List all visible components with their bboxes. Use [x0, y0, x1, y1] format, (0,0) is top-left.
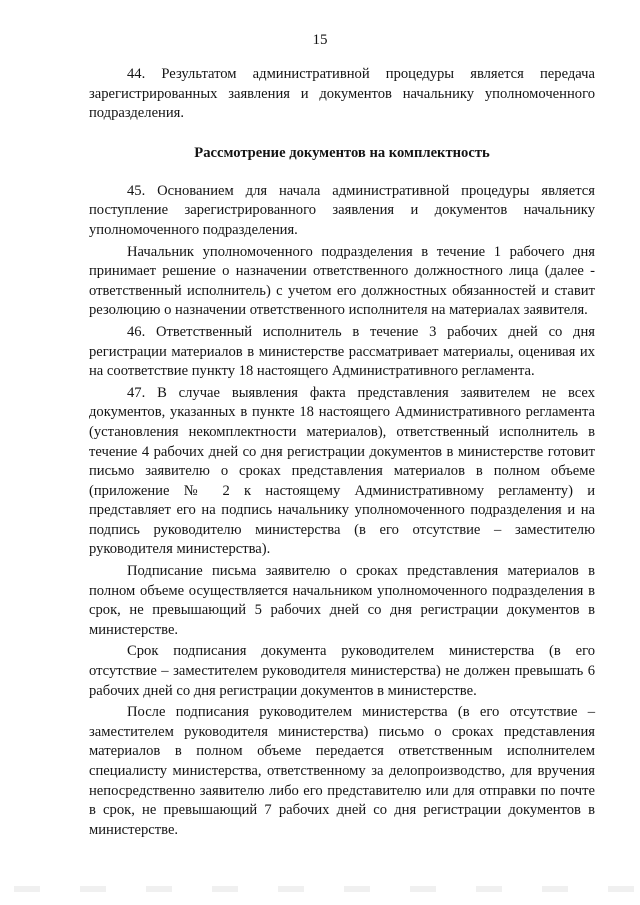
paragraph-47-deadline: Срок подписания документа руководителем министерства (в его отсутствие – заместителем руководителя министерства) не должен превышать 6 рабочих дней со дня регистрации документов в министерстве.	[89, 643, 595, 699]
paragraph-45-continued: Начальник уполномоченного подразделения в течение 1 рабочего дня принимает решение о назначении ответственного должностного лица (далее - ответственный исполнитель) с учетом его должностных обязанностей и ставит резолюцию о назначении ответственного исполнителя на материалах заявителя.	[89, 243, 595, 319]
page-number: 15	[312, 32, 328, 48]
paragraph-46: 46. Ответственный исполнитель в течение 3 рабочих дней со дня регистрации материалов в министерстве рассматривает материалы, оценивая их на соответствие пункту 18 настоящего Административного регламента.	[89, 323, 595, 380]
paragraph-47-delivery: После подписания руководителем министерства (в его отсутствие – заместителем руководителя министерства) письмо о сроках представления материалов в полном объеме передается ответственным исполнителем специалисту министерства, ответственному за делопроизводство, для вручения непосредственно заявителю либо его представителю или для отправки по почте в срок, не превышающий 7 рабочих дней со дня регистрации документов в министерстве.	[89, 704, 595, 838]
paragraph-45: 45. Основанием для начала административной процедуры является поступление зарегистрированного заявления и документов начальнику уполномоченного подразделения.	[89, 182, 595, 238]
document-body	[89, 65, 595, 840]
paragraph-47-signing: Подписание письма заявителю о сроках представления материалов в полном объеме осуществляется начальником уполномоченного подразделения в срок, не превышающий 5 рабочих дней со дня регистрации документов в министерстве.	[89, 563, 595, 638]
scan-edge-artifact	[0, 886, 640, 892]
section-heading: Рассмотрение документов на комплектность	[194, 144, 490, 161]
paragraph-47: 47. В случае выявления факта представления заявителем не всех документов, указанных в пункте 18 настоящего Административного регламента (установления некомплектности материалов), ответственный исполнитель в течение 4 рабочих дней со дня регистрации документов в министерстве готовит письмо заявителю о сроках представления материалов в полном объеме (приложение № 2 к настоящему Административному регламенту) и представляет его на подпись начальнику уполномоченного подразделения и на подпись руководителю министерства (в его отсутствие – заместителю руководителя министерства).	[89, 384, 595, 558]
paragraph-44: 44. Результатом административной процедуры является передача зарегистрированных заявления и документов начальнику уполномоченного подразделения.	[89, 66, 595, 122]
